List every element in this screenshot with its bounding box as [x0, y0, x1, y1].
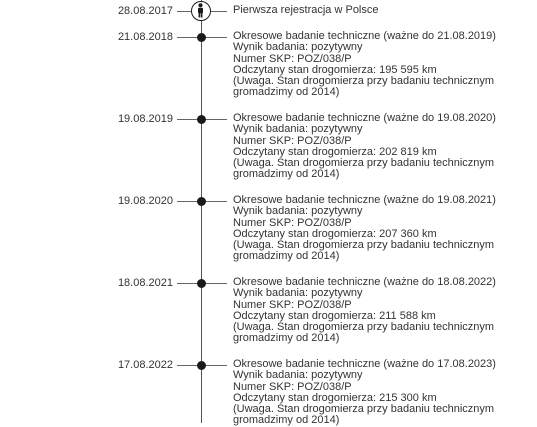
event-description-line: Pierwsza rejestracja w Polsce: [233, 4, 379, 16]
event-description-line: Odczytany stan drogomierza: 202 819 km: [233, 145, 437, 158]
event-description-line: Wynik badania: pozytywny: [233, 123, 363, 136]
event-description-line: Numer SKP: POZ/038/P: [233, 52, 352, 65]
event-description-line: gromadzimy od 2014): [233, 250, 340, 263]
event-description-line: (Uwaga. Stan drogomierza przy badaniu technicznym: [233, 403, 495, 416]
event-date: 28.08.2017: [117, 5, 173, 17]
event-description-line: Wynik badania: pozytywny: [233, 287, 363, 300]
timeline-dot-icon: [197, 197, 206, 206]
timeline-dot-icon: [197, 115, 206, 124]
event-description-line: Numer SKP: POZ/038/P: [233, 380, 352, 393]
event-description: [233, 359, 533, 427]
event-description-line: Okresowe badanie techniczne (ważne do 17.08.2023): [233, 358, 496, 370]
event-date: 17.08.2022: [117, 359, 173, 371]
person-icon: [191, 1, 211, 21]
event-description: [233, 113, 533, 181]
event-description-line: Wynik badania: pozytywny: [233, 205, 363, 218]
event-description: [233, 5, 533, 16]
timeline-dot-icon: [197, 33, 206, 42]
event-description-line: (Uwaga. Stan drogomierza przy badaniu technicznym: [233, 75, 495, 88]
event-description-line: Odczytany stan drogomierza: 207 360 km: [233, 227, 437, 240]
timeline-axis: [201, 0, 202, 423]
event-date: 19.08.2020: [117, 195, 173, 207]
event-description-line: Numer SKP: POZ/038/P: [233, 134, 352, 147]
event-date: 18.08.2021: [117, 277, 173, 289]
event-description-line: gromadzimy od 2014): [233, 332, 340, 345]
event-description-line: Numer SKP: POZ/038/P: [233, 216, 352, 229]
event-description-line: Okresowe badanie techniczne (ważne do 21.08.2019): [233, 30, 496, 42]
event-description-line: gromadzimy od 2014): [233, 414, 340, 427]
timeline-dot-icon: [197, 361, 206, 370]
event-description-line: Wynik badania: pozytywny: [233, 41, 363, 54]
event-description-line: gromadzimy od 2014): [233, 86, 340, 99]
event-description-line: (Uwaga. Stan drogomierza przy badaniu technicznym: [233, 239, 495, 252]
timeline-dot-icon: [197, 279, 206, 288]
event-description-line: (Uwaga. Stan drogomierza przy badaniu technicznym: [233, 157, 495, 170]
event-description-line: (Uwaga. Stan drogomierza przy badaniu technicznym: [233, 321, 495, 334]
event-description-line: Odczytany stan drogomierza: 195 595 km: [233, 63, 437, 76]
event-description-line: Okresowe badanie techniczne (ważne do 19.08.2021): [233, 194, 496, 206]
event-description: [233, 31, 533, 99]
event-description-line: Odczytany stan drogomierza: 215 300 km: [233, 391, 437, 404]
event-description: [233, 195, 533, 263]
event-description-line: gromadzimy od 2014): [233, 168, 340, 181]
event-description-line: Okresowe badanie techniczne (ważne do 18.08.2022): [233, 276, 496, 288]
event-description-line: Wynik badania: pozytywny: [233, 369, 363, 382]
event-date: 21.08.2018: [117, 31, 173, 43]
event-description-line: Okresowe badanie techniczne (ważne do 19.08.2020): [233, 112, 496, 124]
event-description-line: Numer SKP: POZ/038/P: [233, 298, 352, 311]
event-description: [233, 277, 533, 345]
event-date: 19.08.2019: [117, 113, 173, 125]
event-description-line: Odczytany stan drogomierza: 211 588 km: [233, 309, 436, 322]
